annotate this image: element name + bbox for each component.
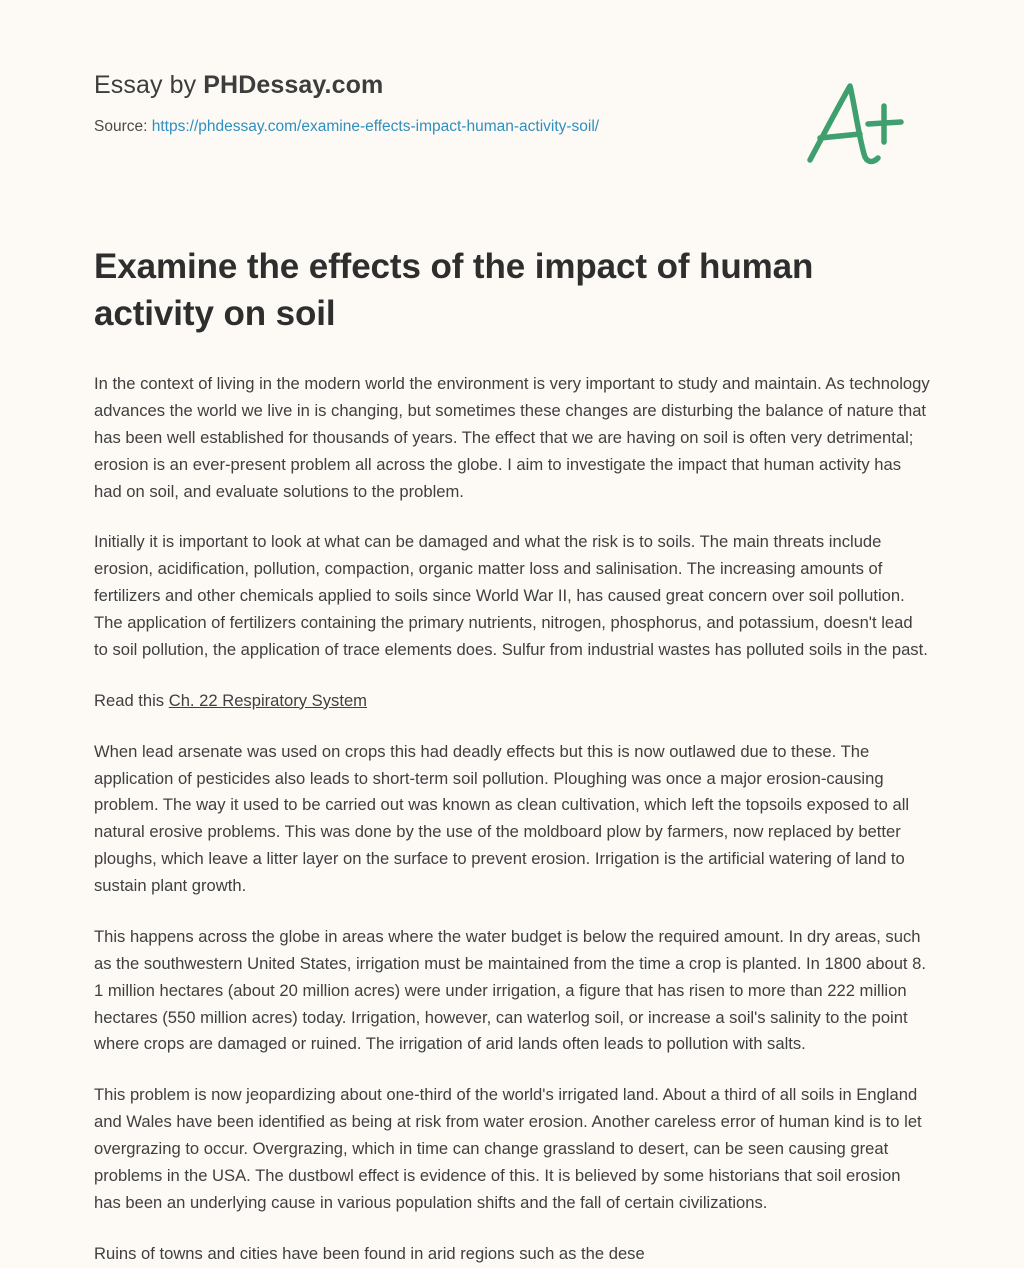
document-header — [94, 72, 930, 168]
source-url-link[interactable]: https://phdessay.com/examine-effects-impact-human-activity-soil/ — [151, 117, 600, 135]
read-this-prefix: Read this — [94, 690, 169, 710]
byline-prefix: Essay by — [94, 71, 204, 99]
source-label: Source: — [94, 117, 152, 135]
paragraph: Ruins of towns and cities have been found in arid regions such as the dese — [94, 1243, 645, 1263]
related-article-link[interactable]: Ch. 22 Respiratory System — [168, 690, 367, 710]
brand-name: PHDessay.com — [203, 71, 384, 99]
paragraph: Initially it is important to look at what can be damaged and what the risk is to soils. The main threats include erosion, acidification, pollution, compaction, organic matter loss and salinisation. The increasing amounts of fertilizers and other chemicals applied to soils since World War II, has caused great concern over soil pollution. The application of fertilizers containing the primary nutrients, nitrogen, phosphorus, and potassium, doesn't lead to soil pollution, the application of trace elements does. Sulfur from industrial wastes has polluted soils in the past. — [94, 532, 928, 659]
read-this-line — [94, 688, 930, 715]
byline — [94, 72, 599, 100]
aplus-logo-icon — [798, 76, 916, 168]
paragraph: This problem is now jeopardizing about one-third of the world's irrigated land. About a third of all soils in England and Wales have been identified as being at risk from water erosion. Another careless error of human kind is to let overgrazing to occur. Overgrazing, which in time can change grassland to desert, can be seen causing great problems in the USA. The dustbowl effect is evidence of this. It is believed by some historians that soil erosion has been an underlying cause in various population shifts and the fall of certain civilizations. — [94, 1085, 922, 1212]
page-title: Examine the effects of the impact of human activity on soil — [94, 247, 814, 333]
header-left — [94, 72, 599, 136]
paragraph: When lead arsenate was used on crops this had deadly effects but this is now outlawed due to these. The application of pesticides also leads to short-term soil pollution. Ploughing was once a major erosion-causing problem. The way it used to be carried out was known as clean cultivation, which left the topsoils exposed to all natural erosive problems. This was done by the use of the moldboard plow by farmers, now replaced by better ploughs, which leave a litter layer on the surface to prevent erosion. Irrigation is the artificial watering of land to sustain plant growth. — [94, 741, 910, 896]
paragraph: In the context of living in the modern world the environment is very important to study and maintain. As technology advances the world we live in is changing, but sometimes these changes are disturbing the balance of nature that has been well established for thousands of years. The effect that we are having on soil is often very detrimental; erosion is an ever-present problem all across the globe. I aim to investigate the impact that human activity has had on soil, and evaluate solutions to the problem. — [94, 374, 930, 501]
source-line — [94, 118, 599, 136]
paragraph: This happens across the globe in areas where the water budget is below the required amount. In dry areas, such as the southwestern United States, irrigation must be maintained from the time a crop is planted. In 1800 about 8. 1 million hectares (about 20 million acres) were under irrigation, a figure that has risen to more than 222 million hectares (550 million acres) today. Irrigation, however, can waterlog soil, or increase a soil's salinity to the point where crops are damaged or ruined. The irrigation of arid lands often leads to pollution with salts. — [94, 926, 926, 1054]
document-body — [94, 337, 930, 1268]
